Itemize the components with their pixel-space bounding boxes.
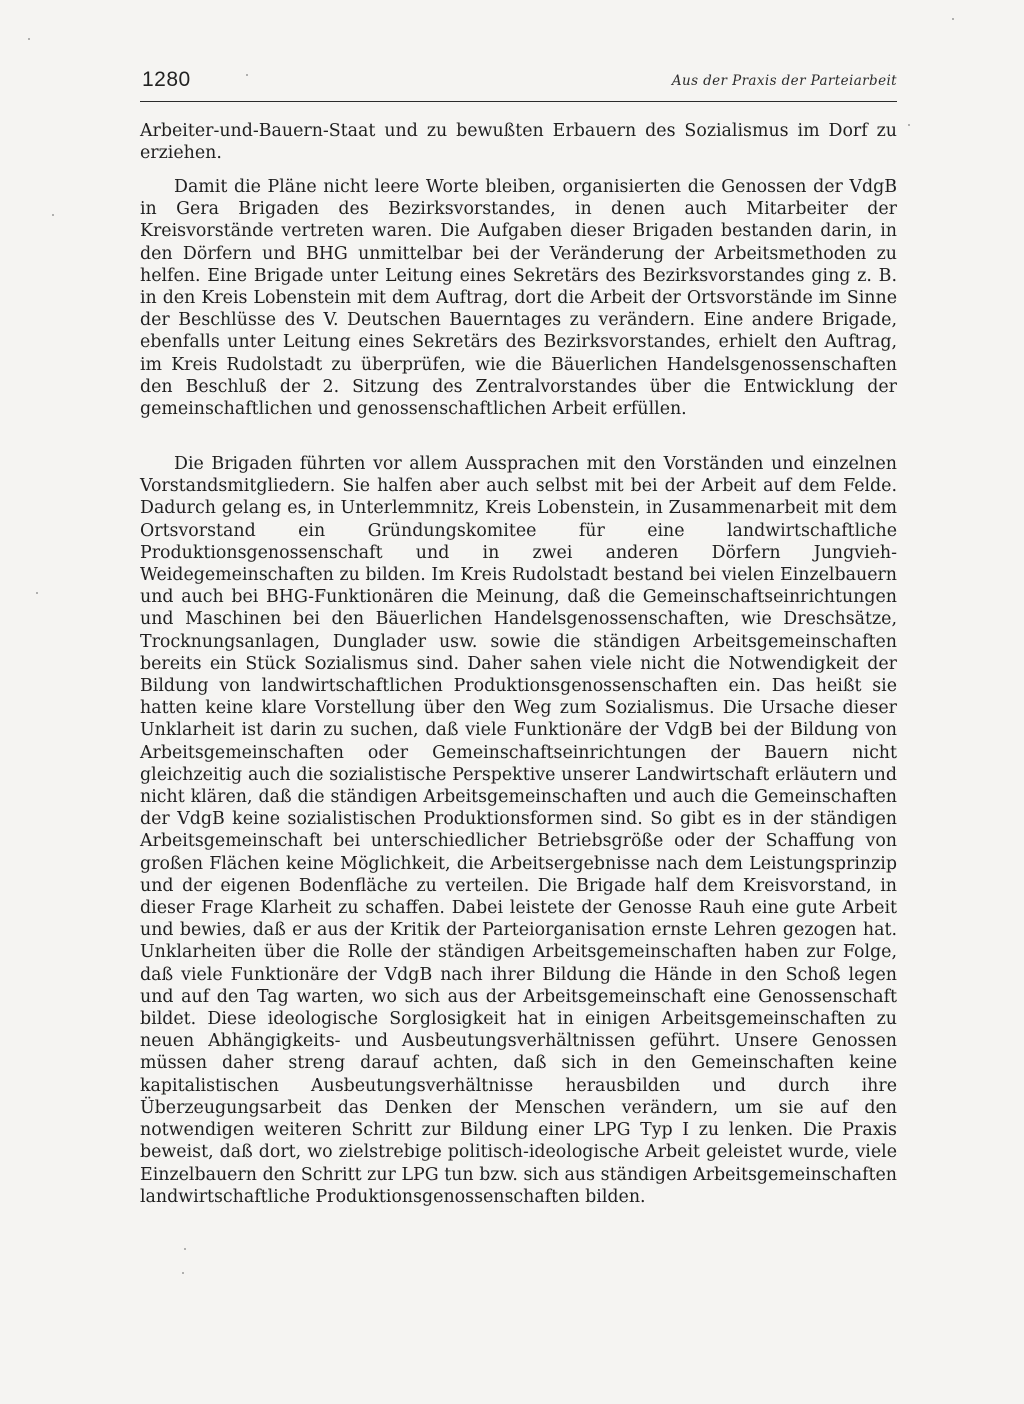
paper-speck [184, 1248, 186, 1250]
paper-speck [182, 1272, 184, 1274]
paragraph-brigades-organisation: Damit die Pläne nicht leere Worte bleiben, organisierten die Genossen der VdgB in Gera Brigaden des Bezirksvorstandes, in denen auch Mitarbeiter der Kreisvorstände vertreten waren. Die Aufgaben dieser Brigaden bestanden darin, in den Dörfern und BHG unmittelbar bei der Veränderung der Arbeitsmethoden zu helfen. Eine Brigade unter Leitung eines Sekretärs des Bezirksvorstandes ging z. B. in den Kreis Lobenstein mit dem Auftrag, dort die Arbeit der Ortsvorstände im Sinne der Beschlüsse des V. Deutschen Bauerntages zu verändern. Eine andere Brigade, ebenfalls unter Leitung eines Sekretärs des Bezirksvorstandes, erhielt den Auftrag, im Kreis Rudolstadt zu überprüfen, wie die Bäuerlichen Handelsgenossenschaften den Beschluß der 2. Sitzung des Zentralvorstandes über die Entwicklung der gemeinschaftlichen und genossenschaftlichen Arbeit erfüllen. [140, 177, 897, 420]
paper-speck [52, 214, 54, 216]
paper-speck [952, 18, 954, 20]
paper-speck [28, 38, 30, 40]
section-title: Aus der Praxis der Parteiarbeit [671, 73, 897, 89]
paper-speck [36, 592, 38, 594]
paper-speck [908, 124, 910, 126]
page-number: 1280 [142, 68, 191, 91]
paragraph-continuation: Arbeiter-und-Bauern-Staat und zu bewußten Erbauern des Sozialismus im Dorf zu erziehen. [140, 121, 897, 164]
header-rule [140, 101, 897, 102]
paper-speck [246, 74, 248, 76]
running-head [140, 66, 897, 96]
paragraph-brigades-results: Die Brigaden führten vor allem Aussprachen mit den Vorständen und einzelnen Vorstandsmitgliedern. Sie halfen aber auch selbst mit bei der Arbeit auf dem Felde. Dadurch gelang es, in Unterlemmnitz, Kreis Lobenstein, in Zusammenarbeit mit dem Ortsvorstand ein Gründungskomitee für eine landwirtschaftliche Produktionsgenossenschaft und in zwei anderen Dörfern Jungvieh-Weidegemeinschaften zu bilden. Im Kreis Rudolstadt bestand bei vielen Einzelbauern und auch bei BHG-Funktionären die Meinung, daß die Gemeinschaftseinrichtungen und Maschinen bei den Bäuerlichen Handelsgenossenschaften, wie Dreschsätze, Trocknungsanlagen, Dunglader usw. sowie die ständigen Arbeitsgemeinschaften bereits ein Stück Sozialismus sind. Daher sahen viele nicht die Notwendigkeit der Bildung von landwirtschaftlichen Produktionsgenossenschaften ein. Das heißt sie hatten keine klare Vorstellung über den Weg zum Sozialismus. Die Ursache dieser Unklarheit ist darin zu suchen, daß viele Funktionäre der VdgB bei der Bildung von Arbeitsgemeinschaften oder Gemeinschaftseinrichtungen der Bauern nicht gleichzeitig auch die sozialistische Perspektive unserer Landwirtschaft erläutern und nicht klären, daß die ständigen Arbeitsgemeinschaften und auch die Gemeinschaften der VdgB keine sozialistischen Produktionsformen sind. So gibt es in der ständigen Arbeitsgemeinschaft bei unterschiedlicher Betriebsgröße oder der Schaffung von großen Flächen keine Möglichkeit, die Arbeitsergebnisse nach dem Leistungsprinzip und der eigenen Bodenfläche zu verteilen. Die Brigade half dem Kreisvorstand, in dieser Frage Klarheit zu schaffen. Dabei leistete der Genosse Rauh eine gute Arbeit und bewies, daß er aus der Kritik der Parteiorganisation ernste Lehren gezogen hat. Unklarheiten über die Rolle der ständigen Arbeitsgemeinschaften haben zur Folge, daß viele Funktionäre der VdgB nach ihrer Bildung die Hände in den Schoß legen und auf den Tag warten, wo sich aus der Arbeitsgemeinschaft eine Genossenschaft bildet. Diese ideologische Sorglosigkeit hat in einigen Arbeitsgemeinschaften zu neuen Abhängigkeits- und Ausbeutungsverhältnissen geführt. Unsere Genossen müssen daher streng darauf achten, daß sich in den Gemeinschaften keine kapitalistischen Ausbeutungsverhältnisse herausbilden und durch ihre Überzeugungsarbeit das Denken der Menschen verändern, um sie auf den notwendigen weiteren Schritt zur Bildung einer LPG Typ I zu lenken. Die Praxis beweist, daß dort, wo zielstrebige politisch-ideologische Arbeit geleistet wurde, viele Einzelbauern den Schritt zur LPG tun bzw. sich aus ständigen Arbeitsgemeinschaften landwirtschaftliche Produktionsgenossenschaften bilden. [140, 454, 897, 1207]
